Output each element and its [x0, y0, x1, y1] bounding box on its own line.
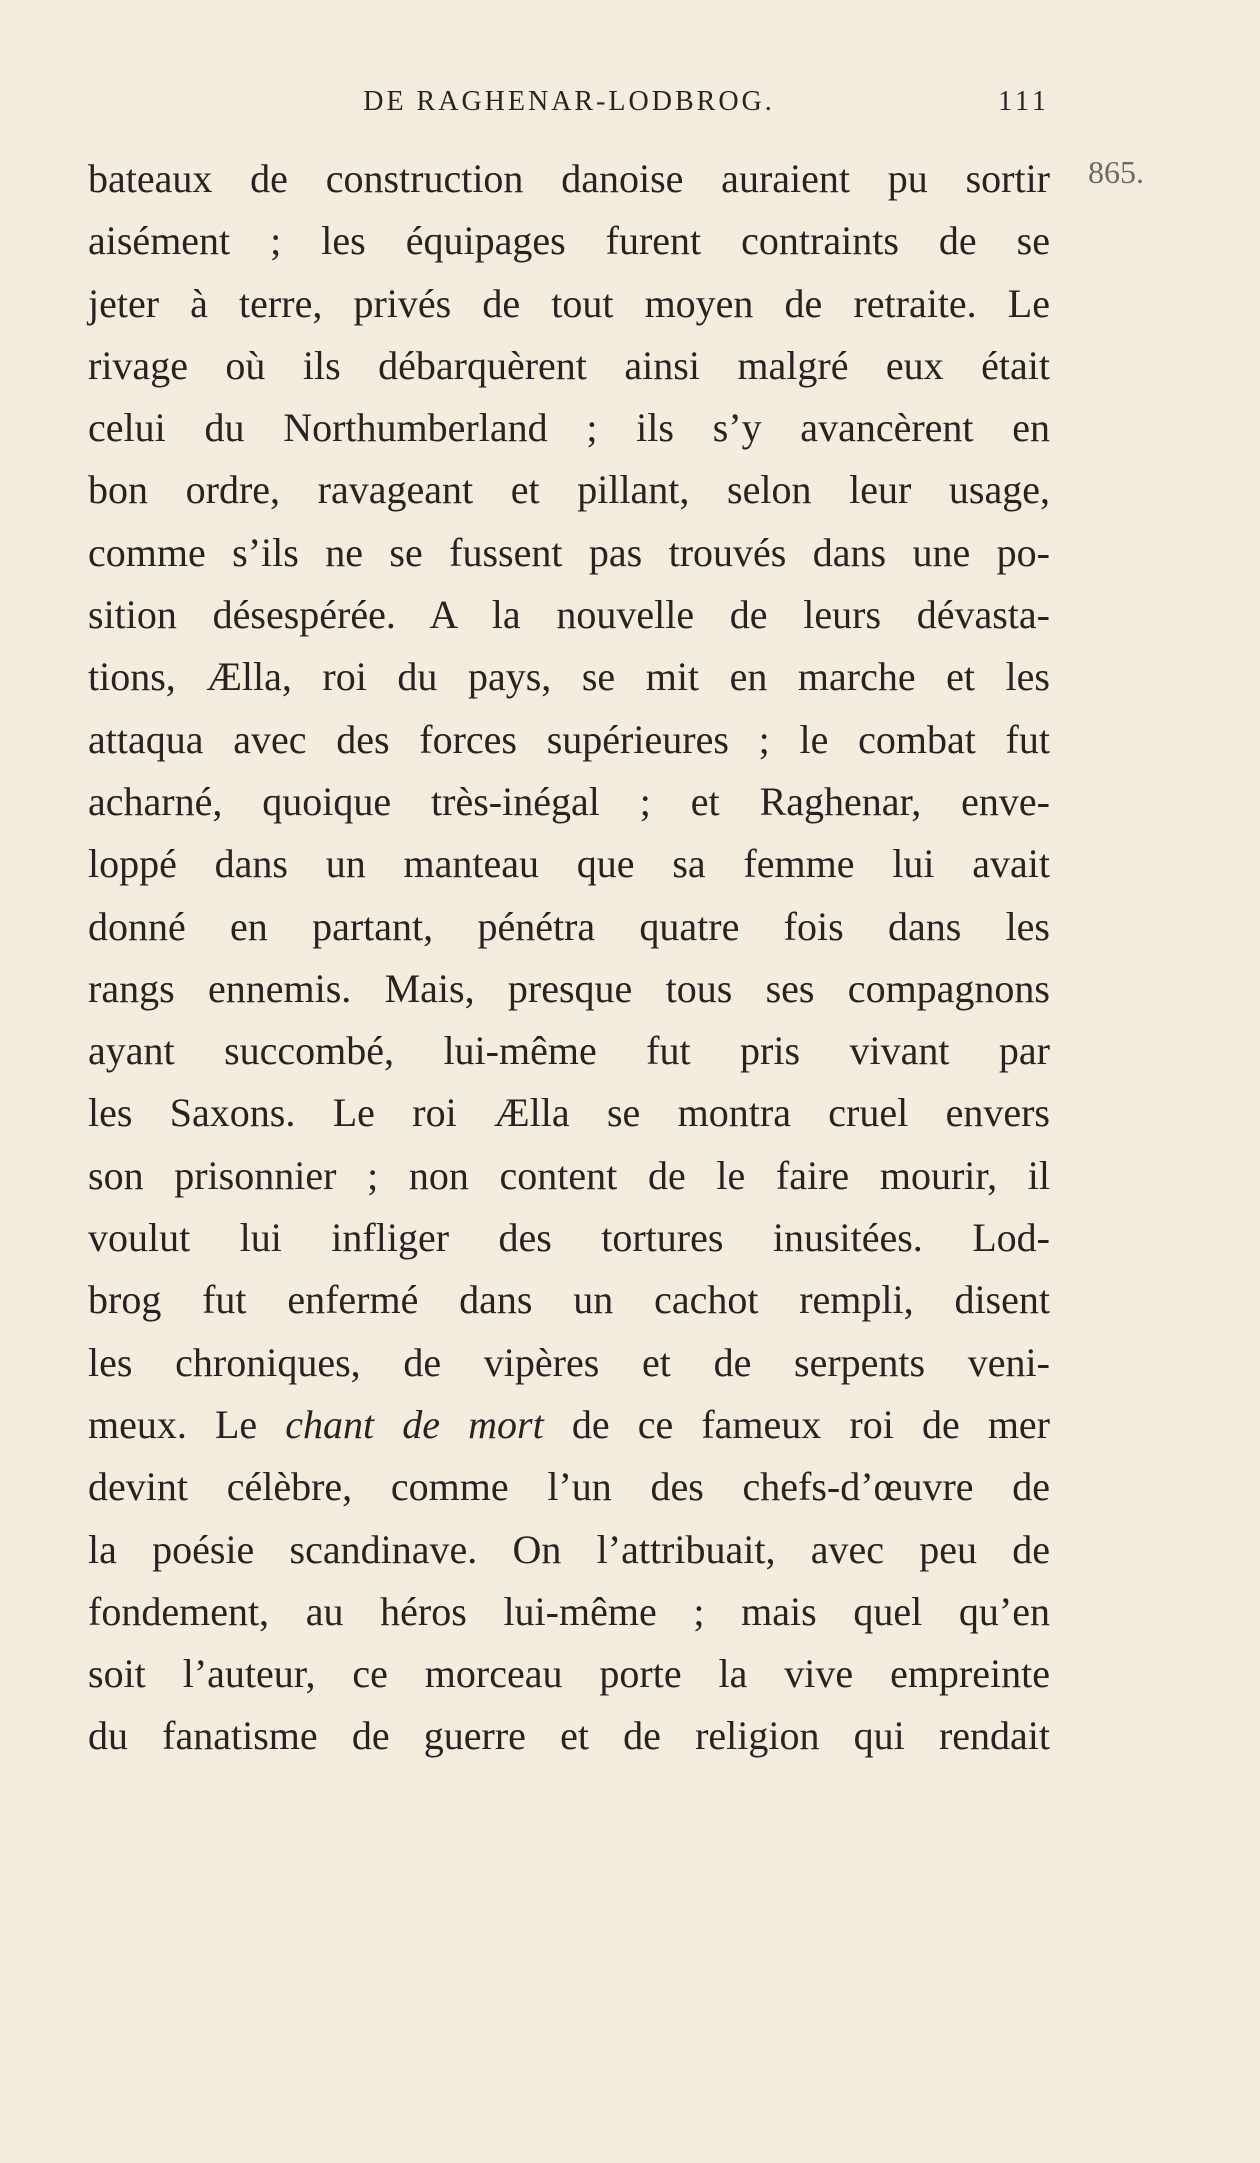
text-line: celui du Northumberland ; ils s’y avancèrent en — [88, 405, 1050, 451]
text-line: voulut lui infliger des tortures inusitées. Lod- — [88, 1215, 1050, 1261]
text-line: jeter à terre, privés de tout moyen de retraite. Le — [88, 280, 1050, 326]
text-line: fondement, au héros lui-même ; mais quel qu’en — [88, 1588, 1050, 1634]
line-text-after: de ce fameux roi de mer — [543, 1401, 1050, 1447]
text-line: devint célèbre, comme l’un des chefs-d’œuvre de — [88, 1464, 1050, 1510]
text-line: son prisonnier ; non content de le faire mourir, il — [88, 1152, 1050, 1198]
text-line: rivage où ils débarquèrent ainsi malgré eux était — [88, 342, 1050, 388]
text-line: soit l’auteur, ce morceau porte la vive empreinte — [88, 1651, 1050, 1697]
text-line: brog fut enfermé dans un cachot rempli, disent — [88, 1277, 1050, 1323]
text-line: loppé dans un manteau que sa femme lui avait — [88, 841, 1050, 887]
text-line: bon ordre, ravageant et pillant, selon leur usage, — [88, 467, 1050, 513]
italic-title-chant-de-mort: chant de mort — [285, 1401, 544, 1447]
text-line: ayant succombé, lui-même fut pris vivant par — [88, 1028, 1050, 1074]
text-line: acharné, quoique très-inégal ; et Raghenar, enve- — [88, 778, 1050, 824]
text-line: comme s’ils ne se fussent pas trouvés dans une po- — [88, 529, 1050, 575]
text-line: du fanatisme de guerre et de religion qui rendait — [88, 1713, 1050, 1759]
body-text — [88, 148, 1050, 1768]
text-line: donné en partant, pénétra quatre fois dans les — [88, 903, 1050, 949]
text-line: la poésie scandinave. On l’attribuait, avec peu de — [88, 1526, 1050, 1572]
page-number: 111 — [998, 86, 1050, 117]
margin-date-note: 865. — [1088, 154, 1144, 190]
text-line: rangs ennemis. Mais, presque tous ses compagnons — [88, 965, 1050, 1011]
text-line: les Saxons. Le roi Ælla se montra cruel envers — [88, 1090, 1050, 1136]
running-head: DE RAGHENAR-LODBROG. — [363, 86, 775, 117]
text-line: bateaux de construction danoise auraient pu sortir — [88, 156, 1050, 201]
text-line: les chroniques, de vipères et de serpents veni- — [88, 1339, 1050, 1385]
page-header — [88, 82, 1050, 122]
line-text-before: meux. Le — [88, 1401, 286, 1447]
text-line: sition désespérée. A la nouvelle de leurs dévasta- — [88, 592, 1050, 638]
text-line: aisément ; les équipages furent contraints de se — [88, 218, 1050, 264]
text-line: tions, Ælla, roi du pays, se mit en marche et les — [88, 654, 1050, 700]
text-line: attaqua avec des forces supérieures ; le combat fut — [88, 716, 1050, 762]
text-line-with-italic — [88, 1394, 1050, 1456]
